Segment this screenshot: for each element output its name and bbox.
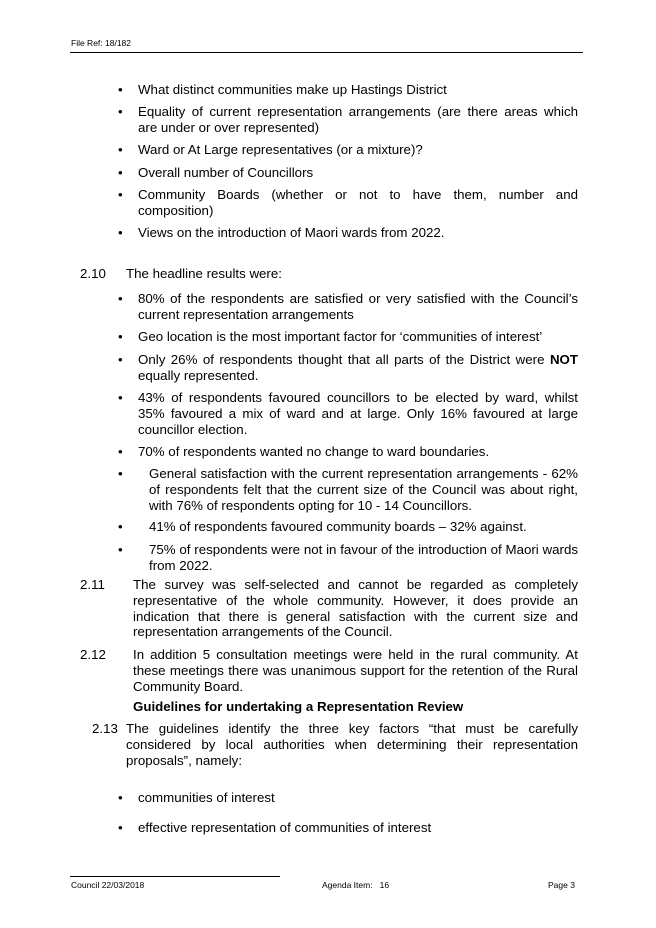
guidelines-heading: Guidelines for undertaking a Representation Review <box>133 699 464 714</box>
bullet-icon: • <box>118 104 123 119</box>
emphasis-not: NOT <box>549 352 579 367</box>
section-number: 2.10 <box>80 266 106 281</box>
bullet-icon: • <box>118 820 123 835</box>
bullet-icon: • <box>118 142 123 157</box>
header-rule <box>70 52 583 53</box>
bullet-icon: • <box>118 82 123 97</box>
footer-page-number: Page 3 <box>548 880 575 890</box>
bullet-icon: • <box>118 291 123 306</box>
section-number: 2.13 <box>92 721 118 736</box>
bullet-icon: • <box>118 790 123 805</box>
bullet-icon: • <box>118 390 123 405</box>
footer-rule <box>70 876 280 877</box>
section-number: 2.11 <box>80 577 105 592</box>
bullet-icon: • <box>118 165 123 180</box>
footer-agenda-item: Agenda Item: 16 <box>322 880 390 890</box>
bullet-icon: • <box>118 444 123 459</box>
bullet-icon: • <box>118 519 123 534</box>
footer-meeting-date: Council 22/03/2018 <box>71 880 145 890</box>
file-reference: File Ref: 18/182 <box>71 38 132 48</box>
bullet-icon: • <box>118 352 123 367</box>
section-number: 2.12 <box>80 647 106 662</box>
bullet-icon: • <box>118 225 123 240</box>
bullet-icon: • <box>118 329 123 344</box>
bullet-icon: • <box>118 187 123 202</box>
bullet-icon: • <box>118 542 123 557</box>
bullet-icon: • <box>118 466 123 481</box>
